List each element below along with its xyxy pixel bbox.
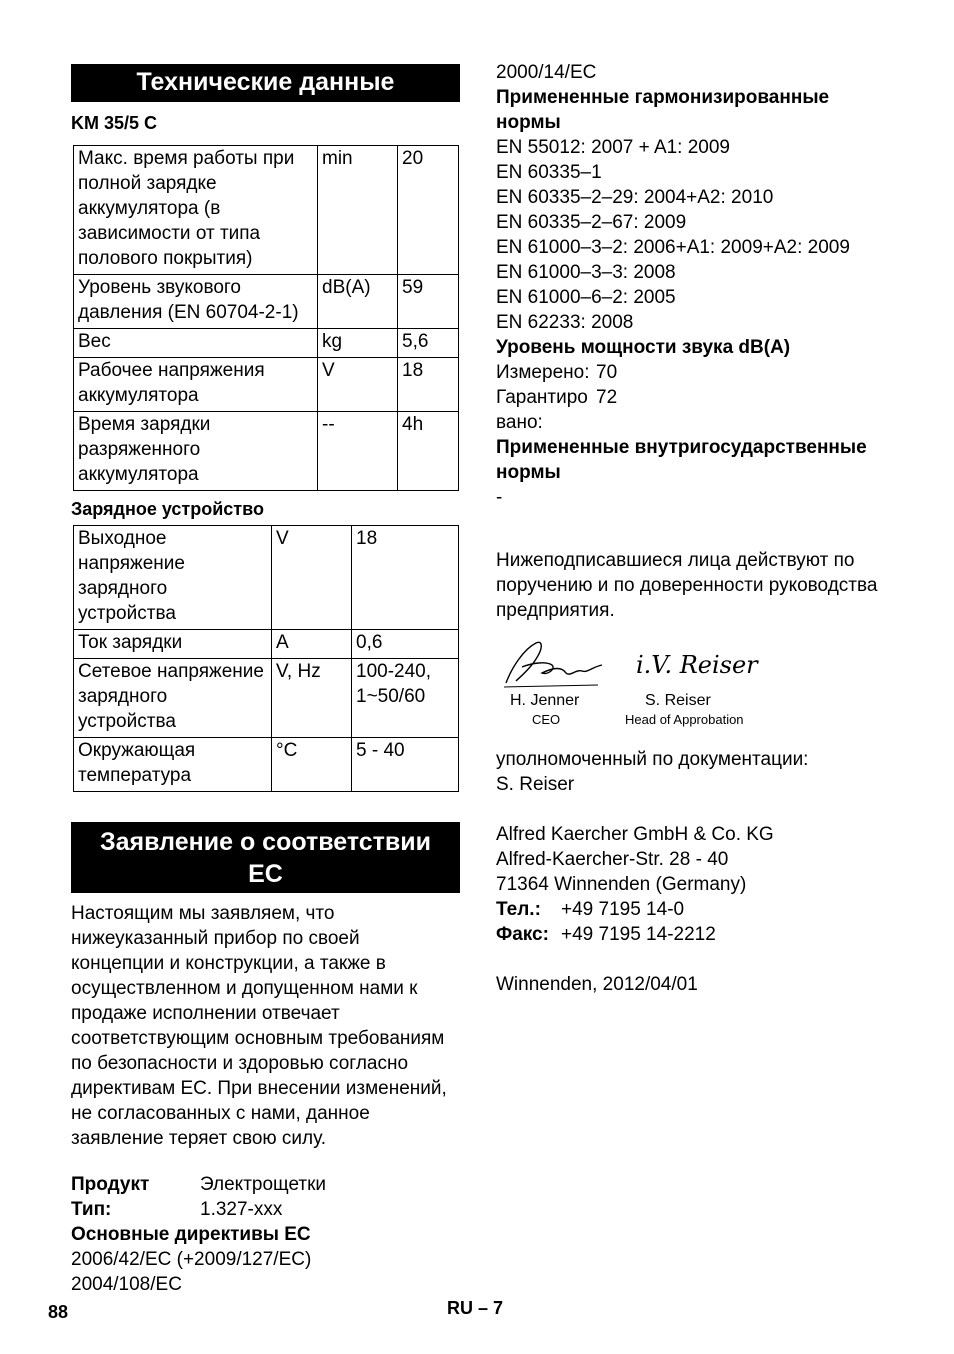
model-name: KM 35/5 C	[71, 113, 158, 133]
svg-text:i.V. Reiser: i.V. Reiser	[636, 651, 758, 679]
table-cell-unit: V, Hz	[272, 659, 352, 738]
table-cell-param: Сетевое напряжение зарядного устройства	[74, 659, 272, 738]
table-cell-unit: dB(A)	[318, 275, 398, 329]
measured-label: Измерено:	[496, 362, 590, 383]
tech-data-table	[73, 145, 459, 491]
harmonized-item: EN 61000–3–2: 2006+A1: 2009+A2: 2009	[496, 237, 850, 258]
type-value: 1.327-xxx	[200, 1199, 283, 1220]
tel-label: Тел.:	[496, 899, 541, 920]
declaration-title	[71, 822, 460, 893]
right-column	[496, 60, 896, 997]
harmonized-item: EN 60335–1	[496, 162, 602, 183]
table-cell-unit: A	[272, 630, 352, 659]
fax-row	[496, 922, 896, 947]
sound-heading: Уровень мощности звука dB(A)	[496, 337, 791, 358]
table-cell-value: 0,6	[352, 630, 459, 659]
table-cell-value: 20	[398, 146, 459, 275]
place-date: Winnenden, 2012/04/01	[496, 974, 698, 995]
left-column	[71, 64, 460, 1297]
table-cell-param: Ток зарядки	[74, 630, 272, 659]
table-row	[74, 329, 459, 358]
national-heading: Примененные внутригосударственные нормы	[496, 437, 867, 483]
table-cell-value: 5 - 40	[352, 738, 459, 792]
company-street: Alfred-Kaercher-Str. 28 - 40	[496, 849, 729, 870]
type-row	[71, 1197, 460, 1222]
table-row	[74, 659, 459, 738]
table-cell-value: 100-240, 1~50/60	[352, 659, 459, 738]
directive-item: 2004/108/EC	[71, 1274, 182, 1295]
signature-block	[496, 637, 896, 745]
product-row	[71, 1172, 460, 1197]
table-row	[74, 630, 459, 659]
signer2-role: Head of Approbation	[625, 712, 744, 727]
table-cell-param: Окружающая температура	[74, 738, 272, 792]
table-cell-param: Время зарядки разряженного аккумулятора	[74, 412, 318, 491]
fax-value: +49 7195 14-2212	[561, 924, 716, 945]
company-city: 71364 Winnenden (Germany)	[496, 874, 747, 895]
table-cell-unit: min	[318, 146, 398, 275]
page-ref: RU – 7	[447, 1298, 504, 1318]
table-cell-value: 59	[398, 275, 459, 329]
national-value: -	[496, 487, 503, 508]
harmonized-item: EN 60335–2–67: 2009	[496, 212, 687, 233]
harmonized-item: EN 61000–6–2: 2005	[496, 287, 676, 308]
table-row	[74, 412, 459, 491]
table-row	[74, 526, 459, 630]
declaration-title-line1: Заявление о соответствии	[99, 828, 432, 856]
page-number: 88	[48, 1302, 69, 1322]
tel-row	[496, 897, 896, 922]
measured-row	[496, 360, 896, 385]
table-cell-param: Макс. время работы при полной зарядке аккумулятора (в зависимости от типа полового покрытия)	[74, 146, 318, 275]
tech-data-title: Технические данные	[71, 64, 460, 102]
doc-rep-name: S. Reiser	[496, 774, 575, 795]
table-cell-param: Рабочее напряжения аккумулятора	[74, 358, 318, 412]
table-cell-param: Выходное напряжение зарядного устройства	[74, 526, 272, 630]
signer1-role: CEO	[532, 712, 561, 727]
tel-value: +49 7195 14-0	[561, 899, 685, 920]
table-cell-unit: °C	[272, 738, 352, 792]
table-cell-param: Вес	[74, 329, 318, 358]
table-row	[74, 358, 459, 412]
charger-table	[73, 525, 459, 792]
harmonized-item: EN 60335–2–29: 2004+A2: 2010	[496, 187, 774, 208]
table-cell-value: 18	[352, 526, 459, 630]
company-name: Alfred Kaercher GmbH & Co. KG	[496, 824, 774, 845]
signers-text: Нижеподписавшиеся лица действуют по поручению и по доверенности руководства предприятия.	[496, 550, 878, 621]
table-row	[74, 275, 459, 329]
declaration-title-line2: ЕС	[248, 860, 283, 888]
table-cell-value: 5,6	[398, 329, 459, 358]
signature-jenner-icon	[502, 637, 612, 689]
type-label: Тип:	[71, 1199, 112, 1220]
measured-value: 70	[596, 362, 618, 383]
harmonized-item: EN 61000–3–3: 2008	[496, 262, 676, 283]
table-cell-value: 4h	[398, 412, 459, 491]
charger-heading: Зарядное устройство	[71, 499, 264, 519]
fax-label: Факс:	[496, 924, 549, 945]
table-cell-unit: V	[318, 358, 398, 412]
directive-item: 2006/42/EC (+2009/127/EC)	[71, 1249, 312, 1270]
table-cell-unit: V	[272, 526, 352, 630]
signature-reiser-icon	[634, 643, 758, 683]
doc-rep-label: уполномоченный по документации:	[496, 749, 809, 770]
table-cell-unit: kg	[318, 329, 398, 358]
harmonized-list	[496, 135, 896, 335]
directives-heading: Основные директивы ЕС	[71, 1224, 311, 1245]
declaration-text: Настоящим мы заявляем, что нижеуказанный прибор по своей концепции и конструкции, а также в осуществленном и допущенном нами к продаже исполнении отвечает соответствующим основным требованиям по безопасности и здоровью согласно директивам ЕС. При внесении изменений, не согласованных с нами, данное заявление теряет свою силу.	[71, 903, 447, 1149]
harmonized-heading: Примененные гармонизированные нормы	[496, 87, 830, 133]
product-value: Электрощетки	[200, 1174, 327, 1195]
product-label: Продукт	[71, 1174, 150, 1195]
signer1-name: H. Jenner	[510, 692, 580, 709]
table-row	[74, 738, 459, 792]
guaranteed-label: Гарантировано:	[496, 387, 588, 433]
table-cell-param: Уровень звукового давления (EN 60704-2-1)	[74, 275, 318, 329]
table-cell-unit: --	[318, 412, 398, 491]
guaranteed-row	[496, 385, 896, 435]
table-cell-value: 18	[398, 358, 459, 412]
signer2-name: S. Reiser	[645, 692, 711, 709]
guaranteed-value: 72	[596, 387, 618, 408]
directive-item: 2000/14/EC	[496, 62, 597, 83]
harmonized-item: EN 55012: 2007 + A1: 2009	[496, 137, 731, 158]
harmonized-item: EN 62233: 2008	[496, 312, 634, 333]
table-row	[74, 146, 459, 275]
